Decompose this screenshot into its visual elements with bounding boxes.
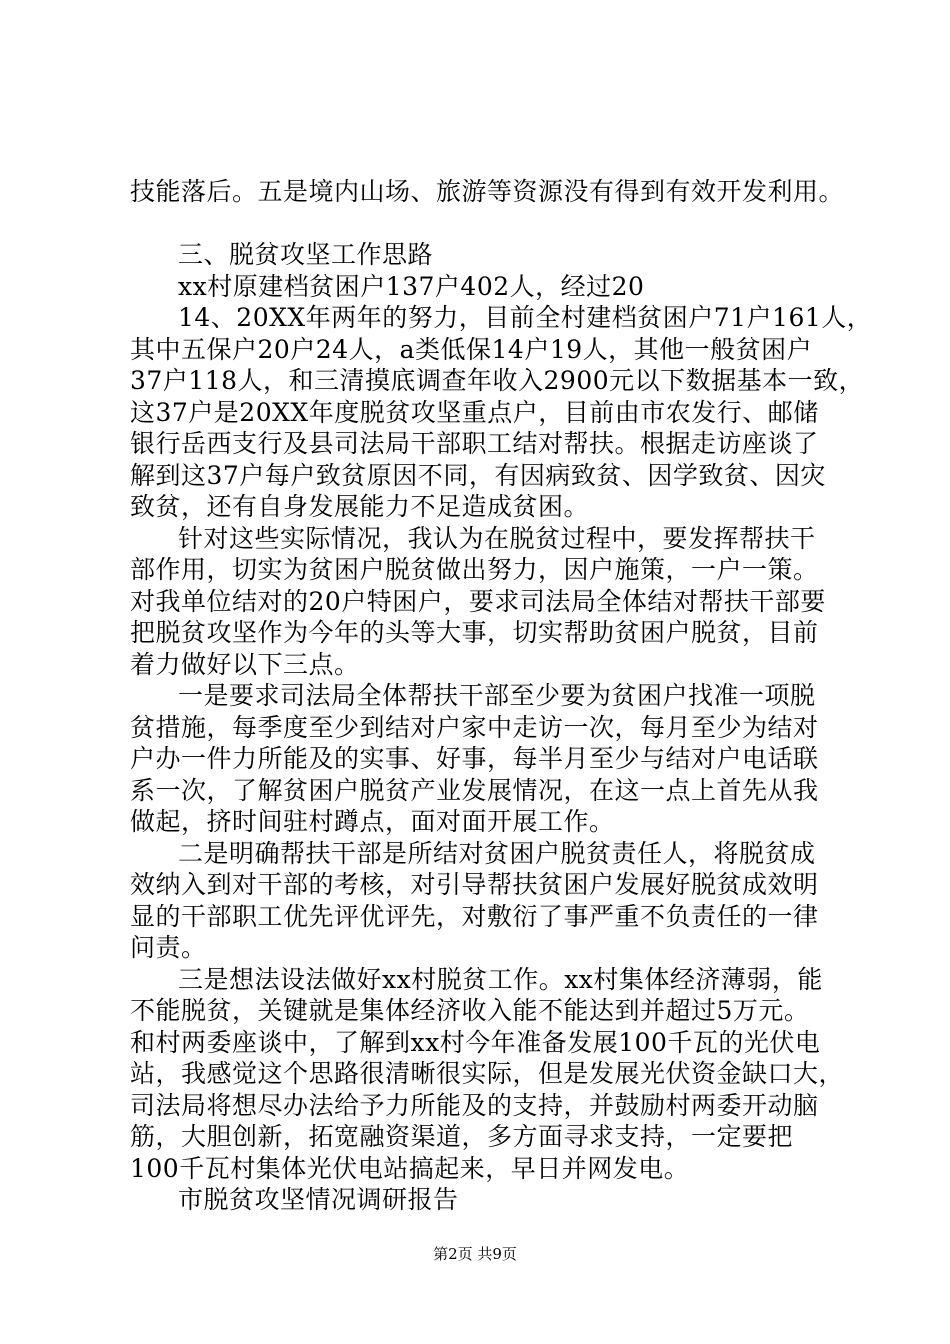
text-line: 司法局将想尽办法给予力所能及的支持，并鼓励村两委开动脑 (130, 1091, 819, 1120)
text-line: 做起，挤时间驻村蹲点，面对面开展工作。 (130, 807, 615, 836)
text-line: 系一次，了解贫困户脱贫产业发展情况，在这一点上首先从我 (130, 776, 819, 805)
text-line: 贫措施，每季度至少到结对户家中走访一次，每月至少为结对 (130, 713, 819, 742)
text-line: 14、20XX年两年的努力，目前全村建档贫困户71户161人， (178, 303, 873, 332)
text-line: 这37户是20XX年度脱贫攻坚重点户，目前由市农发行、邮储 (130, 398, 819, 427)
text-line: 100千瓦村集体光伏电站搞起来，早日并网发电。 (130, 1154, 690, 1183)
text-line: 解到这37户每户致贫原因不同，有因病致贫、因学致贫、因灾 (130, 461, 826, 490)
text-line: 致贫，还有自身发展能力不足造成贫困。 (130, 492, 590, 521)
text-line: 筋，大胆创新，拓宽融资渠道，多方面寻求支持，一定要把 (130, 1122, 794, 1151)
text-line: 针对这些实际情况，我认为在脱贫过程中，要发挥帮扶干 (178, 524, 816, 553)
text-line: 技能落后。五是境内山场、旅游等资源没有得到有效开发利用。 (130, 177, 845, 206)
document-title-line: 市脱贫攻坚情况调研报告 (178, 1185, 459, 1214)
text-line: 着力做好以下三点。 (130, 650, 360, 679)
text-line: xx村原建档贫困户137户402人，经过20 (178, 272, 645, 301)
text-line: 银行岳西支行及县司法局干部职工结对帮扶。根据走访座谈了 (130, 429, 819, 458)
text-line: 其中五保户20户24人，a类低保14户19人，其他一般贫困户 (130, 335, 813, 364)
text-line: 户办一件力所能及的实事、好事，每半月至少与结对户电话联 (130, 744, 819, 773)
page-number-footer: 第2页 共9页 (433, 1245, 517, 1263)
text-line: 不能脱贫，关键就是集体经济收入能不能达到并超过5万元。 (130, 996, 810, 1025)
text-line: 把脱贫攻坚作为今年的头等大事，切实帮助贫困户脱贫，目前 (130, 618, 819, 647)
text-line: 和村两委座谈中，了解到xx村今年准备发展100千瓦的光伏电 (130, 1028, 821, 1057)
text-line: 对我单位结对的20户特困户，要求司法局全体结对帮扶干部要 (130, 587, 826, 616)
text-line: 二是明确帮扶干部是所结对贫困户脱贫责任人，将脱贫成 (178, 839, 816, 868)
text-line: 效纳入到对干部的考核，对引导帮扶贫困户发展好脱贫成效明 (130, 870, 819, 899)
section-heading: 三、脱贫攻坚工作思路 (178, 240, 434, 269)
text-line: 问责。 (130, 933, 207, 962)
text-line: 部作用，切实为贫困户脱贫做出努力，因户施策，一户一策。 (130, 555, 819, 584)
text-line: 37户118人，和三清摸底调查年收入2900元以下数据基本一致， (130, 366, 865, 395)
text-line: 显的干部职工优先评优评先，对敷衍了事严重不负责任的一律 (130, 902, 819, 931)
text-line: 三是想法设法做好xx村脱贫工作。xx村集体经济薄弱，能 (178, 965, 823, 994)
text-line: 一是要求司法局全体帮扶干部至少要为贫困户找准一项脱 (178, 681, 816, 710)
text-line: 站，我感觉这个思路很清晰很实际，但是发展光伏资金缺口大， (130, 1059, 845, 1088)
